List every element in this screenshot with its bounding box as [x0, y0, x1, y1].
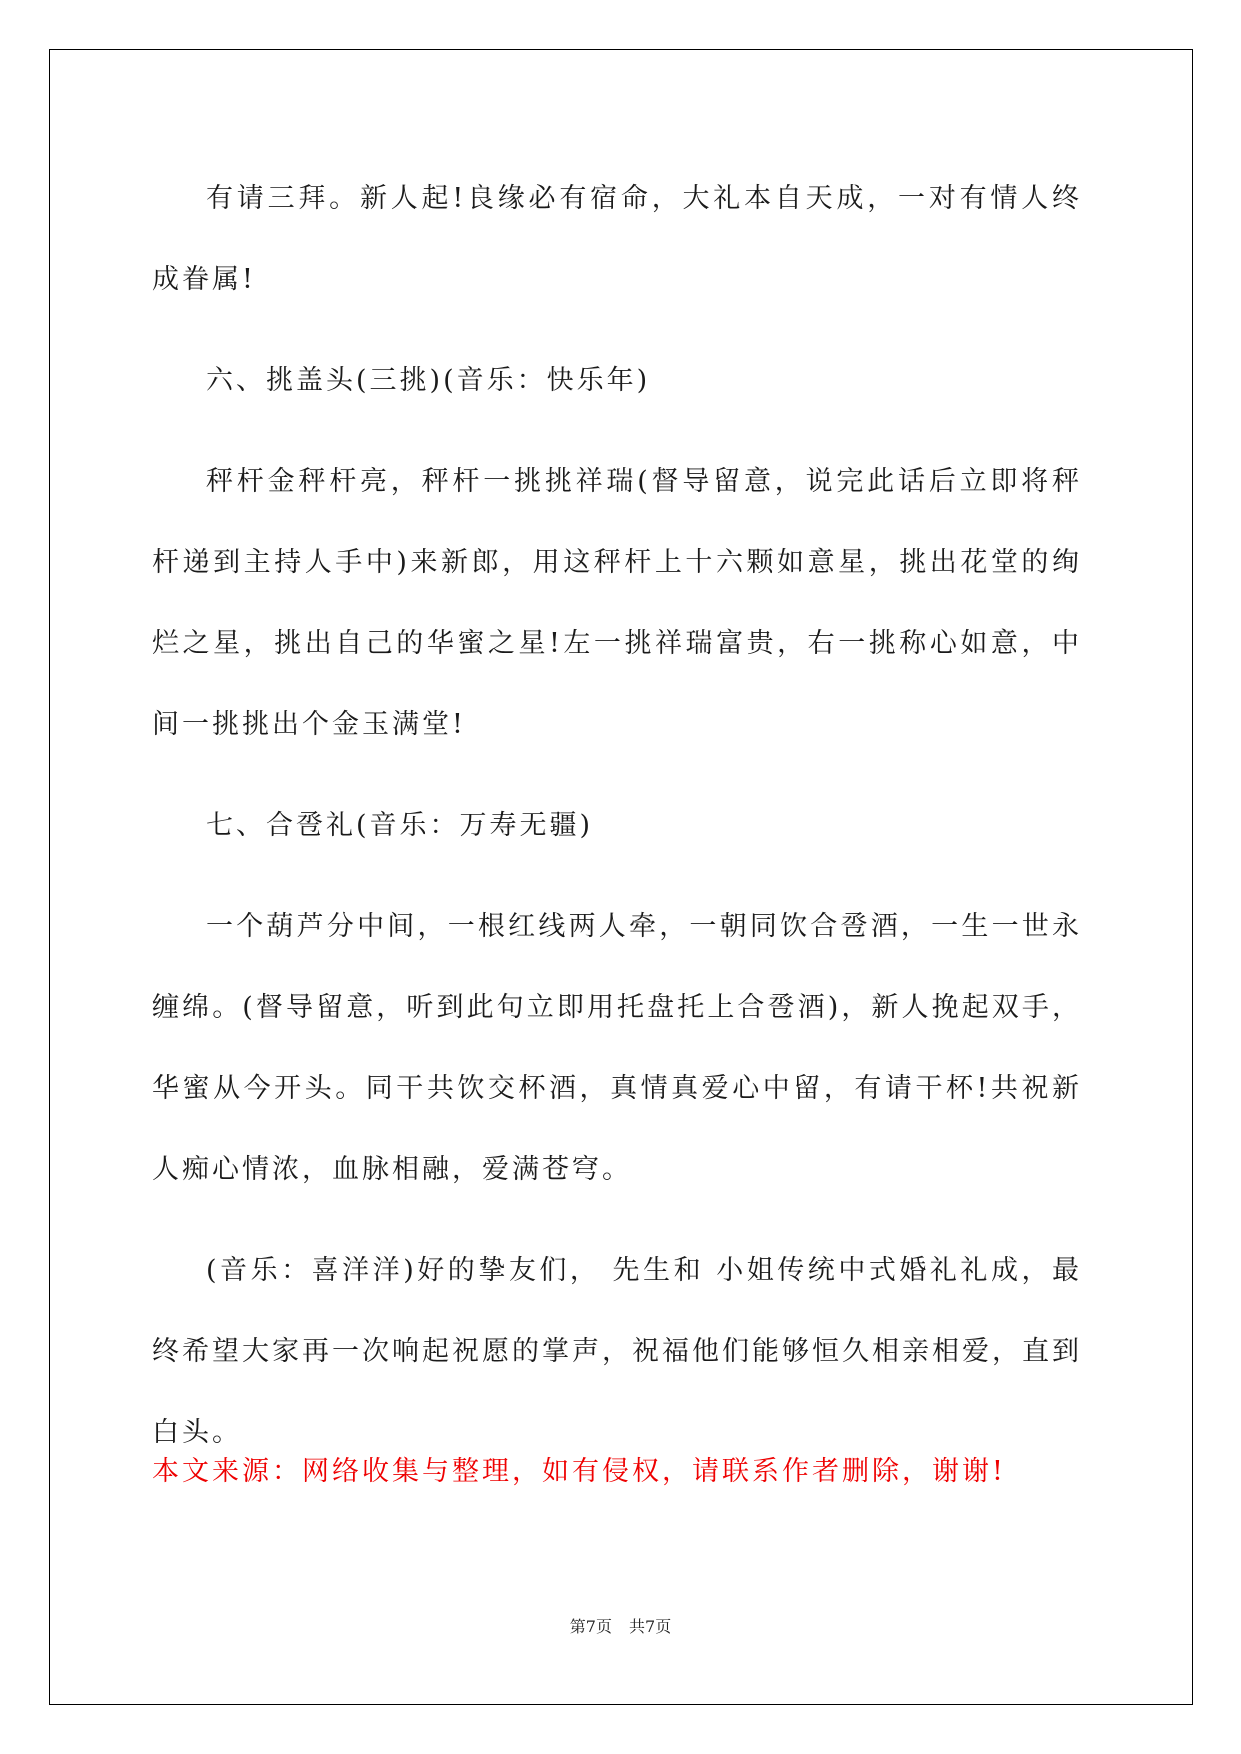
current-page-number: 第7页 [569, 1617, 612, 1636]
total-pages: 共7页 [629, 1617, 672, 1636]
heading-wine-ceremony: 七、合卺礼(音乐：万寿无疆) [206, 810, 594, 841]
paragraph-lift-veil: 秤杆金秤杆亮，秤杆一挑挑祥瑞(督导留意，说完此话后立即将秤杆递到主持人手中)来新郎，用这秤杆上十六颗如意星，挑出花堂的绚烂之星，挑出自己的华蜜之星!左一挑祥瑞富贵，右一挑称心如意，中间一挑挑出个金玉满堂! [152, 466, 1082, 740]
document-body [152, 158, 1082, 1493]
source-note: 本文来源：网络收集与整理，如有侵权，请联系作者删除，谢谢! [152, 1456, 1006, 1487]
paragraph-closing: (音乐：喜洋洋)好的挚友们， 先生和 小姐传统中式婚礼礼成，最终希望大家再一次响起祝愿的掌声，祝福他们能够恒久相亲相爱，直到白头。 [152, 1255, 1082, 1448]
heading-lift-veil: 六、挑盖头(三挑)(音乐：快乐年) [206, 365, 651, 396]
paragraph-third-bow: 有请三拜。新人起!良缘必有宿命，大礼本自天成，一对有情人终成眷属! [152, 183, 1082, 295]
paragraph-wine-ceremony: 一个葫芦分中间，一根红线两人牵，一朝同饮合卺酒，一生一世永缠绵。(督导留意，听到此句立即用托盘托上合卺酒)，新人挽起双手，华蜜从今开头。同干共饮交杯酒，真情真爱心中留，有请干杯!共祝新人痴心情浓，血脉相融，爱满苍穹。 [152, 911, 1082, 1185]
page-footer [0, 1614, 1241, 1637]
